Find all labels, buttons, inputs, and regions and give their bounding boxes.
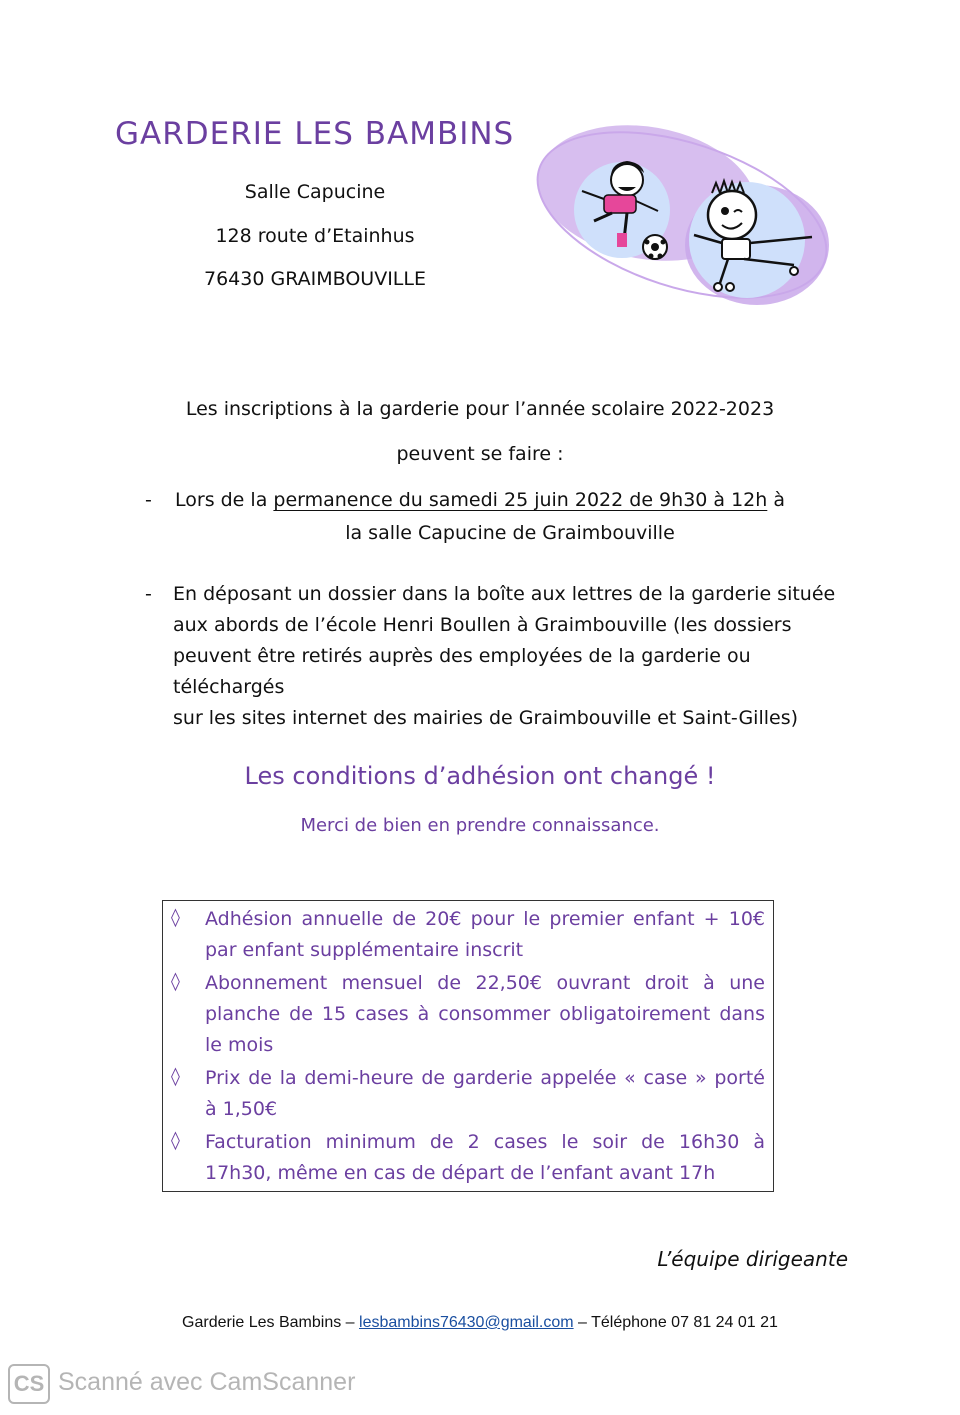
condition-item-2: Abonnement mensuel de 22,50€ ouvrant droit à une planche de 15 cases à consommer obligatoirement dans le mois [205,972,765,1056]
diamond-bullet-icon: ◊ [171,907,180,928]
bullet-1-line-2: la salle Capucine de Graimbouville [345,522,675,544]
address-line-1: Salle Capucine [244,181,386,203]
intro-line-2: peuvent se faire : [396,443,564,465]
signature: L’équipe dirigeante [657,1247,848,1271]
soccer-ball-icon [643,235,667,259]
email-link[interactable]: lesbambins76430@gmail.com [359,1314,574,1331]
bullet-2 [173,579,863,734]
bullet-2-line-1: En déposant un dossier dans la boîte aux lettres de la garderie située [173,583,836,605]
bullet-2-line-4: sur les sites internet des mairies de Graimbouville et Saint-Gilles) [173,707,799,729]
page-title: GARDERIE LES BAMBINS [115,116,515,152]
bullet-1-post: à [767,489,785,511]
footer-phone: – Téléphone 07 81 24 01 21 [573,1314,778,1331]
conditions-headline: Les conditions d’adhésion ont changé ! [244,762,716,790]
kids-illustration [532,115,842,325]
condition-item-3: Prix de la demi-heure de garderie appelée « case » porté à 1,50€ [205,1067,765,1120]
bullet-dash-1: - [145,489,152,511]
footer [0,1314,960,1332]
bullet-dash-2: - [145,583,152,605]
bullet-2-line-3: peuvent être retirés auprès des employées de la garderie ou téléchargés [173,645,751,698]
condition-item-1: Adhésion annuelle de 20€ pour le premier enfant + 10€ par enfant supplémentaire inscrit [205,908,765,961]
permanence-date: permanence du samedi 25 juin 2022 de 9h30 à 12h [273,489,768,511]
camscanner-watermark: Scanné avec CamScanner [58,1368,356,1396]
conditions-box [162,900,774,1192]
footer-org: Garderie Les Bambins – [182,1314,360,1331]
diamond-bullet-icon: ◊ [171,1130,180,1151]
address-line-2: 128 route d’Etainhus [215,225,415,247]
bullet-1 [175,485,855,516]
diamond-bullet-icon: ◊ [171,971,180,992]
condition-item-4: Facturation minimum de 2 cases le soir de 16h30 à 17h30, même en cas de départ de l’enfant avant 17h [205,1131,765,1184]
bullet-2-line-2: aux abords de l’école Henri Boullen à Graimbouville (les dossiers [173,614,792,636]
bullet-1-pre: Lors de la [175,489,274,511]
diamond-bullet-icon: ◊ [171,1066,180,1087]
address-line-3: 76430 GRAIMBOUVILLE [204,268,426,290]
camscanner-logo: CS [8,1364,50,1404]
intro-line-1: Les inscriptions à la garderie pour l’année scolaire 2022-2023 [185,398,775,420]
conditions-subline: Merci de bien en prendre connaissance. [300,815,660,836]
